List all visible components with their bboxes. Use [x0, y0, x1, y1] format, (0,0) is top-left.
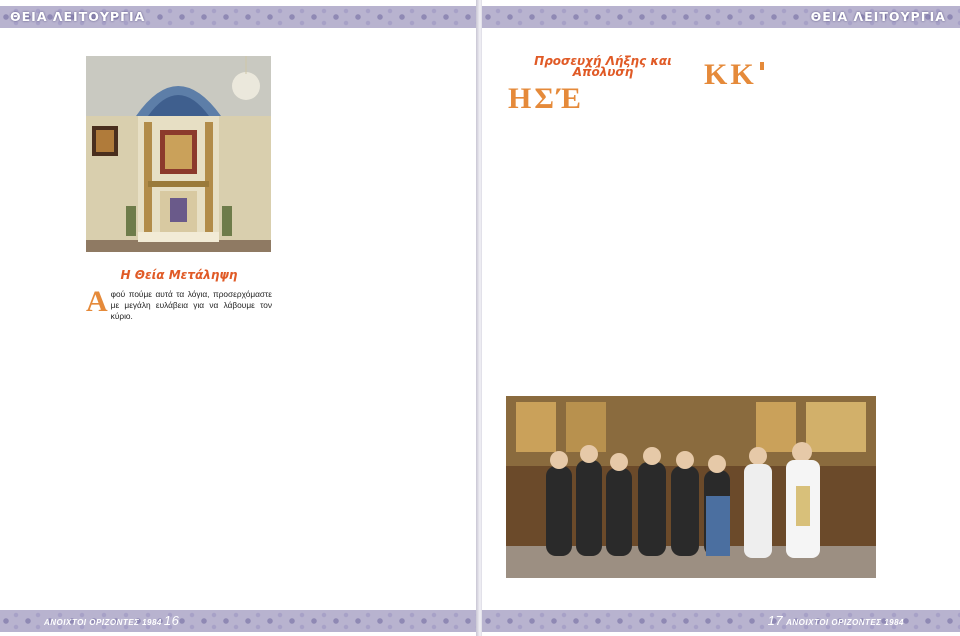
footer-magazine-title: 17 ΑΝΟΙΧΤΟΙ ΟΡΙΖΟΝΤΕΣ 1984 [767, 613, 904, 628]
right-col1-text [508, 54, 698, 116]
drop-cap: Η [508, 82, 532, 116]
drop-cap: Α [86, 285, 108, 319]
running-head: ΘΕΙΑ ΛΕΙΤΟΥΡΓΙΑ [810, 9, 946, 24]
communion-photo [506, 396, 876, 578]
communion-image [506, 396, 876, 578]
left-col1-text [86, 266, 272, 322]
drop-cap: Σ [534, 82, 554, 116]
church-altar-image [86, 56, 271, 252]
left-col1-para2: Αφού πούμε αυτά τα λόγια, προσερχόμαστε με μεγάλη ευλάβεια για να λάβουμε τον κύριο. [86, 285, 272, 322]
church-altar-photo [86, 56, 271, 252]
section-heading-communion: Η Θεία Μετάληψη [120, 268, 238, 282]
section-heading-closing-prayer: Προσευχή Λήξης και Απόλυση [534, 54, 672, 80]
drop-cap: Κ [730, 58, 754, 91]
drop-cap: Κ [704, 58, 728, 91]
left-page [0, 0, 478, 636]
right-col2-text [704, 56, 876, 91]
end-of-article-mark [760, 62, 764, 70]
running-head: ΘΕΙΑ ΛΕΙΤΟΥΡΓΙΑ [10, 9, 146, 24]
page-number: 17 [767, 613, 784, 628]
footer-magazine-title: ΑΝΟΙΧΤΟΙ ΟΡΙΖΟΝΤΕΣ 1984 16 [44, 613, 180, 628]
right-page [482, 0, 960, 636]
right-col2-para3 [704, 58, 876, 91]
page-number: 16 [163, 613, 180, 628]
drop-cap: Έ [556, 82, 581, 116]
